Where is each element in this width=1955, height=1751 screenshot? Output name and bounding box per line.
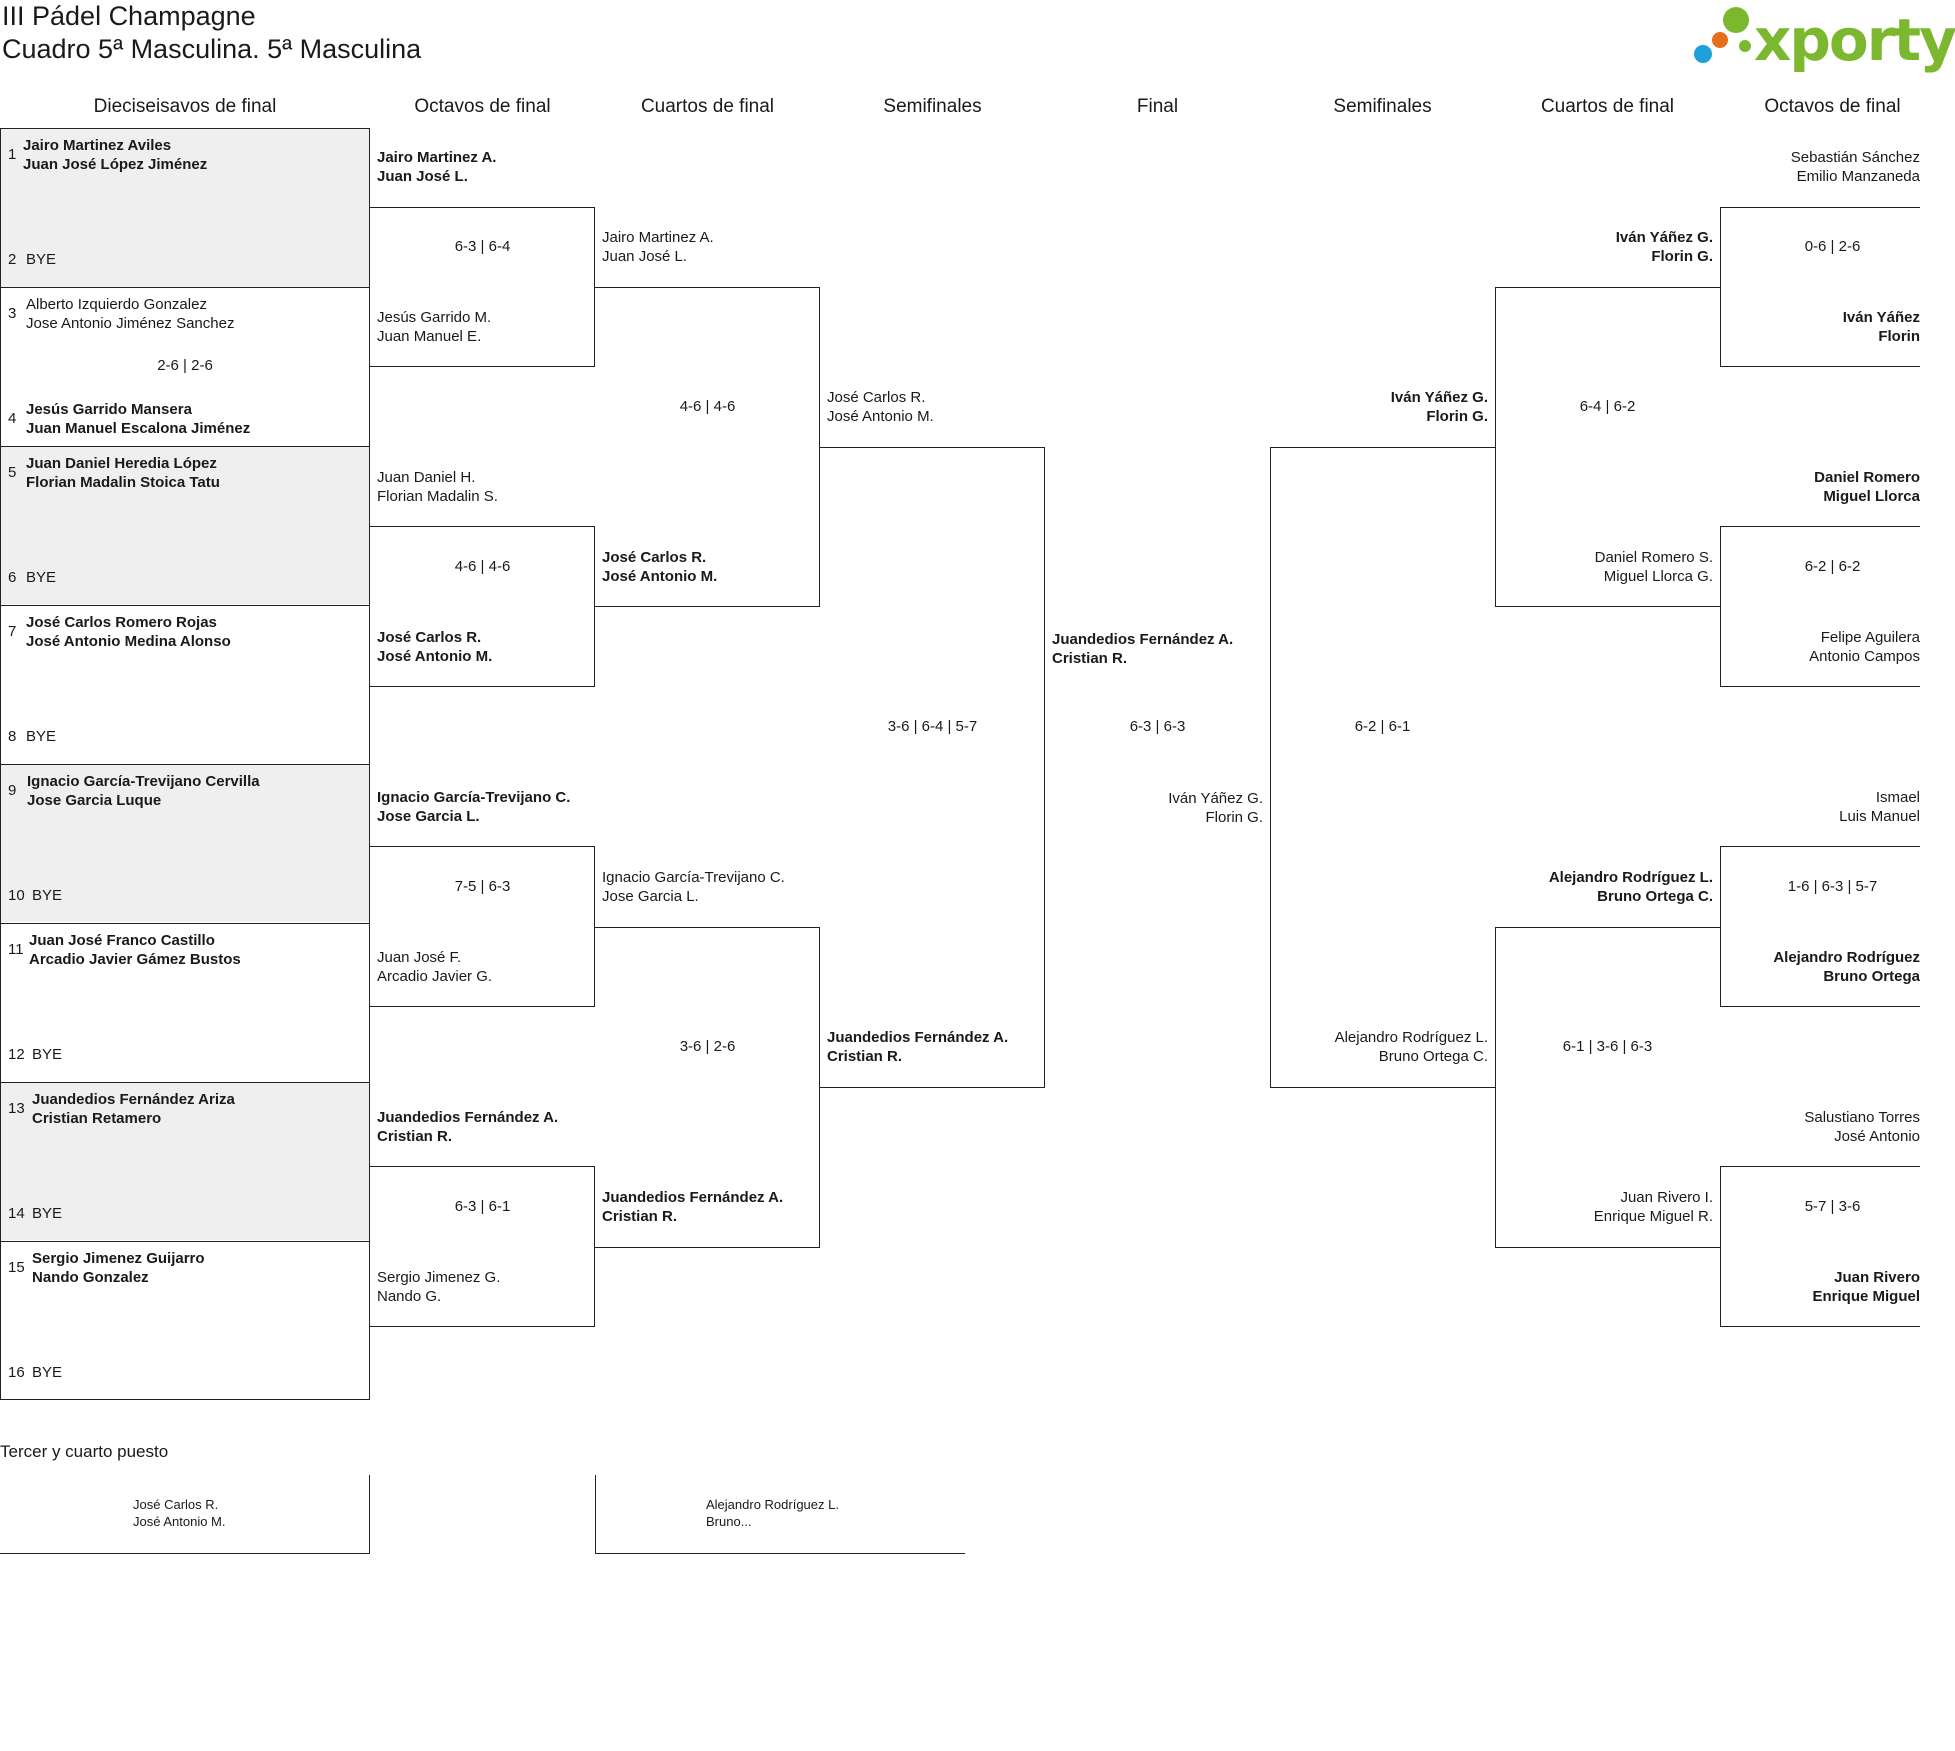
r16-team: Sergio Jimenez G. xyxy=(377,1269,501,1286)
r32-player: José Carlos Romero Rojas xyxy=(26,614,217,631)
r16-team: Juan José F. xyxy=(377,949,462,966)
r16-team: Cristian R. xyxy=(377,1128,453,1145)
sf-match-box xyxy=(1270,447,1495,1088)
qf-score: 3-6 | 2-6 xyxy=(679,1038,736,1055)
r16-team: Jairo Martinez A. xyxy=(377,149,497,166)
third-place-team: José Carlos R. xyxy=(133,1497,219,1512)
sf-team: Bruno Ortega C. xyxy=(1378,1048,1488,1065)
sf-team: Juandedios Fernández A. xyxy=(827,1029,1009,1046)
seed-number: 1 xyxy=(8,146,17,163)
qf-team: Juan Rivero I. xyxy=(1620,1189,1713,1206)
header-final: Final xyxy=(1136,96,1179,117)
r16-team: Miguel Llorca xyxy=(1823,488,1920,505)
final-team: Iván Yáñez G. xyxy=(1168,790,1263,807)
third-place-line xyxy=(0,1553,370,1554)
r16-team: José Carlos R. xyxy=(377,629,482,646)
sf-match-box xyxy=(820,447,1045,1088)
r32-player: Cristian Retamero xyxy=(32,1110,162,1127)
r16-score: 6-3 | 6-4 xyxy=(454,238,511,255)
r16-team: Enrique Miguel xyxy=(1812,1288,1920,1305)
r16-team: Sebastián Sánchez xyxy=(1790,149,1920,166)
r32-player: Ignacio García-Trevijano Cervilla xyxy=(27,773,260,790)
seed-number: 8 xyxy=(8,728,17,745)
qf-team: Florin G. xyxy=(1651,248,1713,265)
logo-dots-icon xyxy=(1690,4,1756,66)
seed-number: 11 xyxy=(8,941,24,958)
qf-team: Jose Garcia L. xyxy=(602,888,699,905)
r16-team: Florian Madalin S. xyxy=(377,488,498,505)
r32-bye: BYE xyxy=(32,1046,63,1063)
r32-bye: BYE xyxy=(32,1205,63,1222)
final-team: Juandedios Fernández A. xyxy=(1052,631,1234,648)
r32-player: Juan Daniel Heredia López xyxy=(26,455,217,472)
qf-team: Daniel Romero S. xyxy=(1594,549,1713,566)
sf-team: Alejandro Rodríguez L. xyxy=(1334,1029,1488,1046)
r16-team: Juandedios Fernández A. xyxy=(377,1109,559,1126)
r16-score: 4-6 | 4-6 xyxy=(454,558,511,575)
r16-team: Bruno Ortega xyxy=(1823,968,1920,985)
third-place-team: Bruno... xyxy=(706,1514,752,1529)
header-sf-left: Semifinales xyxy=(883,96,982,117)
r16-team: Iván Yáñez xyxy=(1842,309,1920,326)
r32-bye: BYE xyxy=(26,251,57,268)
r16-team: Juan Manuel E. xyxy=(377,328,482,345)
r16-team: Alejandro Rodríguez xyxy=(1773,949,1920,966)
r16-team: Antonio Campos xyxy=(1809,648,1920,665)
r16-team: Salustiano Torres xyxy=(1804,1109,1920,1126)
seed-number: 2 xyxy=(8,251,17,268)
r16-team: Juan Rivero xyxy=(1834,1269,1920,1286)
r16-team: Daniel Romero xyxy=(1814,469,1920,486)
seed-number: 7 xyxy=(8,623,17,640)
r16-team: José Antonio M. xyxy=(377,648,493,665)
sf-score: 3-6 | 6-4 | 5-7 xyxy=(887,718,978,735)
qf-score: 4-6 | 4-6 xyxy=(679,398,736,415)
r16-score: 5-7 | 3-6 xyxy=(1804,1198,1861,1215)
final-team: Cristian R. xyxy=(1052,650,1128,667)
qf-team: Alejandro Rodríguez L. xyxy=(1548,869,1713,886)
r16-team: Emilio Manzaneda xyxy=(1796,168,1920,185)
draw-title: Cuadro 5ª Masculina. 5ª Masculina xyxy=(2,34,422,64)
qf-team: José Antonio M. xyxy=(602,568,718,585)
header-r16-left: Octavos de final xyxy=(414,96,551,117)
sf-team: José Carlos R. xyxy=(827,389,926,406)
third-place-title: Tercer y cuarto puesto xyxy=(0,1442,169,1461)
header-sf-right: Semifinales xyxy=(1333,96,1432,117)
r16-team: Arcadio Javier G. xyxy=(377,968,493,985)
r16-team: Felipe Aguilera xyxy=(1820,629,1920,646)
r16-team: Ignacio García-Trevijano C. xyxy=(377,789,571,806)
r16-team: Florin xyxy=(1878,328,1920,345)
seed-number: 15 xyxy=(8,1259,25,1276)
qf-team: Enrique Miguel R. xyxy=(1593,1208,1713,1225)
r16-score: 6-3 | 6-1 xyxy=(454,1198,511,1215)
qf-team: Jairo Martinez A. xyxy=(602,229,714,246)
final-score: 6-3 | 6-3 xyxy=(1129,718,1186,735)
seed-number: 14 xyxy=(8,1205,25,1222)
seed-number: 6 xyxy=(8,569,17,586)
r32-player: Sergio Jimenez Guijarro xyxy=(32,1250,205,1267)
r16-score: 0-6 | 2-6 xyxy=(1804,238,1861,255)
r16-team: Jesús Garrido M. xyxy=(377,309,492,326)
r16-team: Jose Garcia L. xyxy=(377,808,480,825)
r32-player: Nando Gonzalez xyxy=(32,1269,149,1286)
third-place-line xyxy=(595,1475,596,1554)
qf-team: Iván Yáñez G. xyxy=(1615,229,1713,246)
r32-score: 2-6 | 2-6 xyxy=(157,357,213,374)
r32-bye: BYE xyxy=(32,1364,63,1381)
seed-number: 16 xyxy=(8,1364,25,1381)
header-qf-left: Cuartos de final xyxy=(640,96,775,117)
third-place-team: Alejandro Rodríguez L. xyxy=(706,1497,839,1512)
r32-player: Alberto Izquierdo Gonzalez xyxy=(26,296,207,313)
r16-score: 7-5 | 6-3 xyxy=(454,878,511,895)
r32-player: José Antonio Medina Alonso xyxy=(26,633,231,650)
sf-team: José Antonio M. xyxy=(827,408,934,425)
qf-team: Miguel Llorca G. xyxy=(1603,568,1713,585)
qf-team: Bruno Ortega C. xyxy=(1597,888,1713,905)
qf-team: Ignacio García-Trevijano C. xyxy=(602,869,785,886)
r32-player: Juan Manuel Escalona Jiménez xyxy=(26,420,251,437)
qf-team: Juan José L. xyxy=(602,248,688,265)
r32-player: Juan José Franco Castillo xyxy=(29,932,215,949)
seed-number: 5 xyxy=(8,464,17,481)
r16-team: Juan Daniel H. xyxy=(377,469,476,486)
r16-team: Ismael xyxy=(1875,789,1920,806)
third-place-line xyxy=(369,1475,370,1554)
r32-player: Juandedios Fernández Ariza xyxy=(32,1091,235,1108)
qf-score: 6-1 | 3-6 | 6-3 xyxy=(1562,1038,1653,1055)
r32-player: Arcadio Javier Gámez Bustos xyxy=(29,951,241,968)
seed-number: 9 xyxy=(8,782,17,799)
header-r16-right: Octavos de final xyxy=(1764,96,1901,117)
seed-number: 3 xyxy=(8,305,17,322)
r32-player: Florian Madalin Stoica Tatu xyxy=(26,474,220,491)
sf-team: Florin G. xyxy=(1426,408,1488,425)
final-team: Florin G. xyxy=(1205,809,1263,826)
sf-team: Iván Yáñez G. xyxy=(1390,389,1488,406)
r32-player: Jose Antonio Jiménez Sanchez xyxy=(26,315,235,332)
sf-team: Cristian R. xyxy=(827,1048,903,1065)
header-qf-right: Cuartos de final xyxy=(1540,96,1675,117)
seed-number: 12 xyxy=(8,1046,25,1063)
qf-team: José Carlos R. xyxy=(602,549,707,566)
r16-team: Juan José L. xyxy=(377,168,468,185)
seed-number: 13 xyxy=(8,1100,25,1117)
r32-player: Juan José López Jiménez xyxy=(23,156,208,173)
r32-bye: BYE xyxy=(26,728,57,745)
sf-score: 6-2 | 6-1 xyxy=(1354,718,1411,735)
r32-player: Jairo Martinez Aviles xyxy=(23,137,172,154)
third-place-team: José Antonio M. xyxy=(133,1514,226,1529)
r16-score: 6-2 | 6-2 xyxy=(1804,558,1861,575)
seed-number: 4 xyxy=(8,410,17,427)
r32-player: Jesús Garrido Mansera xyxy=(26,401,192,418)
r32-player: Jose Garcia Luque xyxy=(27,792,162,809)
r16-team: Nando G. xyxy=(377,1288,442,1305)
r16-team: José Antonio xyxy=(1834,1128,1920,1145)
r32-bye: BYE xyxy=(26,569,57,586)
logo-text: xporty xyxy=(1754,6,1955,74)
third-place-line xyxy=(595,1553,965,1554)
r16-team: Luis Manuel xyxy=(1839,808,1920,825)
tournament-title: III Pádel Champagne xyxy=(2,1,256,31)
seed-number: 10 xyxy=(8,887,25,904)
qf-team: Juandedios Fernández A. xyxy=(602,1189,784,1206)
qf-score: 6-4 | 6-2 xyxy=(1579,398,1636,415)
r32-bye: BYE xyxy=(32,887,63,904)
header-r32: Dieciseisavos de final xyxy=(93,96,277,117)
qf-team: Cristian R. xyxy=(602,1208,678,1225)
r16-score: 1-6 | 6-3 | 5-7 xyxy=(1787,878,1878,895)
